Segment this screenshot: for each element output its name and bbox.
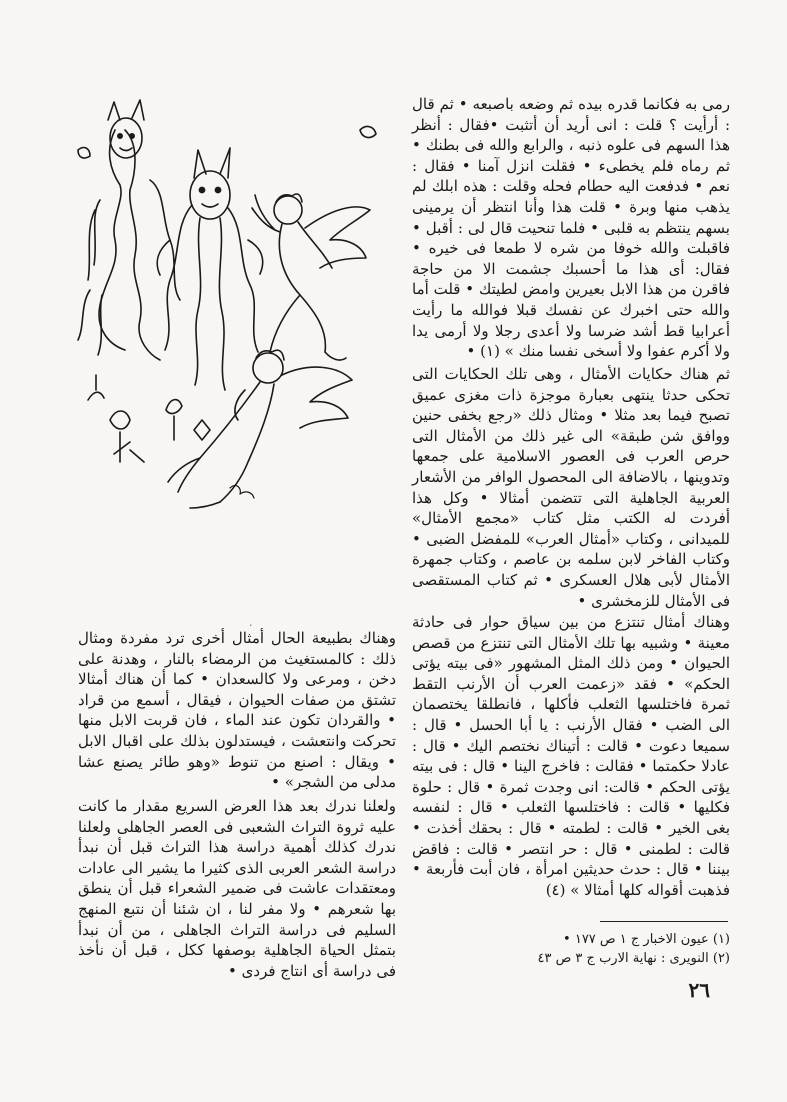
body-column-left-bottom	[78, 796, 396, 995]
paragraph-quote-ending: رمى به فكانما قدره بيده ثم وضعه باصبعه • ثم قال : أرأيت ؟ قلت : انى أريد أن أتثبت •فقال : أنظر هذا السهم فى علوه ذنبه ، والرابع والله فى بطنك • ثم رماه فلم يخطىء • فقلت انزل آمنا • فقال : نعم • فدفعت اليه حطام فحله وقلت : هذه ابلك لم يذهب منها وبرة • قلت هذا وأنا انتظر أن يرمينى بسهم ينتظم به قلبى • فلما تنحيت قال لى : أقبل • فاقبلت والله خوفا من شره لا طمعا فى خيره • فقال: أى هذا ما أحسبك جشمت الا من حاجة فاقرن من هذا الابل بعيرين وامض لطيتك • قلت أما والله حتى اخبرك عن نفسك قبلا فوالله ما رأيت أعرابيا قط أشد ضرسا ولا أعدى رجلا ولا أرمى يدا ولا أكرم عفوا ولا أسخى نفسا منك » (١) •	[412, 95, 730, 361]
body-column-right-top	[412, 94, 730, 376]
footnote-2: (٢) النويرى : نهاية الارب ج ٣ ص ٤٣	[537, 951, 730, 966]
footnote-divider	[600, 921, 728, 922]
paragraph-animal-fable: وهناك أمثال تنتزع من بين سياق حوار فى حادثة معينة • وشبيه بها تلك الأمثال التى تنتزع من قصص الحيوان • ومن ذلك المثل المشهور «فى بيته يؤتى الحكم» • فقد «زعمت العرب أن الأرنب التقط ثمرة فاختلسها الثعلب فأكلها ، فانطلقا يختصمان الى الضب • فقال الأرنب : يا أبا الحسل • قال : سميعا دعوت • قالت : أتيناك نختصم اليك • قال : عادلا حكمتما • فقالت : فاخرج الينا • قال : فى بيته يؤتى الحكم • قالت: انى وجدت ثمرة • قال : حلوة فكليها • قالت : فاختلسها الثعلب • قال : لنفسه بغى الخير • قالت : لطمته • قال : بحقك أخذت • قالت : لطمنى • قال : حر انتصر • قالت : فاقض بيننا • قال : حدث حديثين امرأة ، فان أبت فأربعة • فذهبت أقواله كلها أمثالا » (٤)	[412, 613, 730, 899]
demons-and-cherubs-drawing-icon	[70, 90, 395, 520]
body-column-right-mid	[412, 364, 730, 625]
footnote-1: (١) عيون الاخبار ج ١ ص ١٧٧ •	[563, 932, 730, 947]
paragraph-proverb-tales: ثم هناك حكايات الأمثال ، وهى تلك الحكايات التى تحكى حدثا ينتهى بعبارة موجزة ذات مغزى عميق تصبح فيما بعد مثلا • ومثال ذلك «رجع بخفى حنين ووافق شن طبقة» الى غير ذلك من الأمثال التى حرص العرب فى العصور الاسلامية على جمعها وتدوينها ، بالاضافة الى المحصول الوافر من الأشعار العربية الجاهلية التى تتضمن أمثالا • وكل هذا أفردت له الكتب مثل كتاب «مجمع الأمثال» للميدانى ، وكتاب «أمثال العرب» للمفضل الضبى • وكتاب الفاخر لابن سلمه بن عاصم ، وكتاب جمهرة الأمثال لأبى هلال العسكرى • ثم كتاب المستقصى فى الأمثال للزمخشرى •	[412, 365, 730, 610]
body-column-right-bottom	[412, 612, 730, 914]
paragraph-conclusion: ولعلنا ندرك بعد هذا العرض السريع مقدار ما كانت عليه ثروة التراث الشعبى فى العصر الجاهلى ولعلنا ندرك كذلك أهمية دراسة هذا التراث قبل أن نبدأ دراسة الشعر العربى الذى كثيرا ما يشير الى عادات ومعتقدات عاشت فى ضمير الشعراء قبل أن ينطق بها شعرهم • ولا مفر لنا ، ان شئنا أن نتبع المنهج السليم فى دراسة التراث الجاهلى ، من أن نبدأ بتمثل الحياة الجاهلية بوصفها ككل ، قبل أن نأخذ فى دراسة أى انتاج فردى •	[78, 797, 396, 980]
body-column-left-top	[78, 628, 396, 807]
stray-mark: ٠	[248, 620, 254, 631]
paragraph-single-proverbs: وهناك بطبيعة الحال أمثال أخرى ترد مفردة ومثال ذلك : كالمستغيث من الرمضاء بالنار ، وهدنة على دخن ، ومرعى ولا كالسعدان • كما أن هناك أمثالا تشتق من صفات الحيوان ، فيقال ، أسمع من قراد • والقردان تكون عند الماء ، فان قربت الابل منها تحركت وانتعشت ، فيستدلون بذلك على اقبال الابل • ويقال : اصنع من تنوط «وهو طائر يصنع عشا مدلى من الشجر» •	[78, 629, 396, 792]
page-number: ٢٦	[688, 978, 710, 1002]
footnotes	[412, 930, 730, 968]
